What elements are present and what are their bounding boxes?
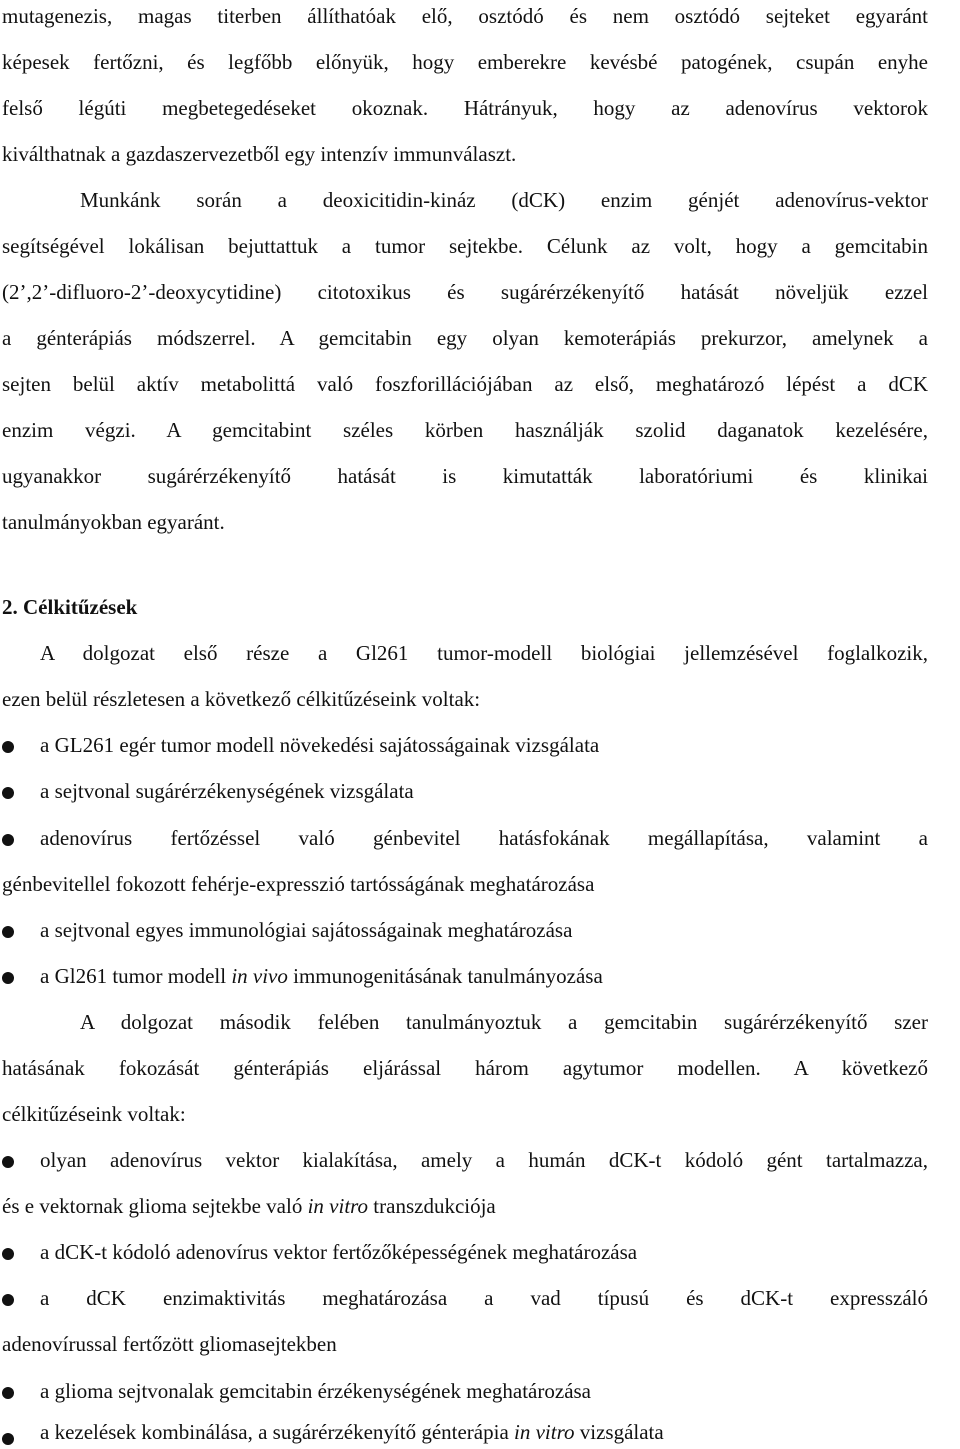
list-item: a glioma sejtvonalak gemcitabin érzékenységének meghatározása <box>40 1379 592 1403</box>
italic-term: in vitro <box>307 1194 369 1218</box>
text-line: tanulmányokban egyaránt. <box>2 510 225 534</box>
list-item: a dCK enzimaktivitás meghatározása a vad típusú és dCK-t expresszáló <box>40 1286 928 1310</box>
text-line: kiválthatnak a gazdaszervezetből egy intenzív immunválaszt. <box>2 142 517 166</box>
list-item-text: a kezelések kombinálása, a sugárérzékenyítő génterápia <box>40 1420 515 1444</box>
list-item <box>40 962 928 990</box>
list-item-text: vizsgálata <box>574 1420 664 1444</box>
bullet-icon <box>2 1433 14 1445</box>
text-line: (2’,2’-difluoro-2’-deoxycytidine) citotoxikus és sugárérzékenyítő hatását növeljük ezzel <box>2 280 928 304</box>
bullet-icon <box>2 1387 14 1399</box>
text-line: A dolgozat második felében tanulmányoztuk a gemcitabin sugárérzékenyítő szer <box>80 1010 928 1034</box>
text-line: A dolgozat első része a Gl261 tumor-modell biológiai jellemzésével foglalkozik, <box>40 641 928 665</box>
list-item: olyan adenovírus vektor kialakítása, amely a humán dCK-t kódoló gént tartalmazza, <box>40 1148 928 1172</box>
bullet-icon <box>2 1248 14 1260</box>
list-item-text: a Gl261 tumor modell <box>40 964 232 988</box>
section-heading: 2. Célkitűzések <box>2 595 138 619</box>
list-item <box>40 1418 928 1446</box>
bullet-icon <box>2 972 14 984</box>
list-item-continuation <box>2 1192 928 1220</box>
bullet-icon <box>2 741 14 753</box>
bullet-icon <box>2 787 14 799</box>
text-line: mutagenezis, magas titerben állíthatóak elő, osztódó és nem osztódó sejteket egyaránt <box>2 4 928 28</box>
bullet-icon <box>2 926 14 938</box>
bullet-icon <box>2 834 14 846</box>
list-item-text: transzdukciója <box>368 1194 496 1218</box>
list-item-continuation: génbevitellel fokozott fehérje-expresszió tartósságának meghatározása <box>2 872 595 896</box>
list-item: a dCK-t kódoló adenovírus vektor fertőzőképességének meghatározása <box>40 1240 638 1264</box>
text-line: felső légúti megbetegedéseket okoznak. Hátrányuk, hogy az adenovírus vektorok <box>2 96 928 120</box>
text-line: képesek fertőzni, és legfőbb előnyük, hogy emberekre kevésbé patogének, csupán enyhe <box>2 50 928 74</box>
text-line: Munkánk során a deoxicitidin-kináz (dCK) enzim génjét adenovírus-vektor <box>80 188 928 212</box>
list-item-text: és e vektornak glioma sejtekbe való <box>2 1194 308 1218</box>
text-line: ugyanakkor sugárérzékenyítő hatását is kimutatták laboratóriumi és klinikai <box>2 464 928 488</box>
text-line: segítségével lokálisan bejuttattuk a tumor sejtekbe. Célunk az volt, hogy a gemcitabin <box>2 234 928 258</box>
list-item: a sejtvonal egyes immunológiai sajátosságainak meghatározása <box>40 918 573 942</box>
list-item-text: immunogenitásának tanulmányozása <box>287 964 603 988</box>
text-line: a génterápiás módszerrel. A gemcitabin egy olyan kemoterápiás prekurzor, amelynek a <box>2 326 928 350</box>
italic-term: in vivo <box>231 964 288 988</box>
list-item-continuation: adenovírussal fertőzött gliomasejtekben <box>2 1332 337 1356</box>
bullet-icon <box>2 1294 14 1306</box>
list-item: adenovírus fertőzéssel való génbevitel hatásfokának megállapítása, valamint a <box>40 826 928 850</box>
italic-term: in vitro <box>514 1420 575 1444</box>
list-item: a sejtvonal sugárérzékenységének vizsgálata <box>40 779 414 803</box>
text-line: célkitűzéseink voltak: <box>2 1102 186 1126</box>
text-line: hatásának fokozását génterápiás eljárással három agytumor modellen. A következő <box>2 1056 928 1080</box>
text-line: enzim végzi. A gemcitabint széles körben használják szolid daganatok kezelésére, <box>2 418 928 442</box>
bullet-icon <box>2 1156 14 1168</box>
list-item: a GL261 egér tumor modell növekedési sajátosságainak vizsgálata <box>40 733 600 757</box>
text-line: sejten belül aktív metabolittá való foszforillációjában az első, meghatározó lépést a dCK <box>2 372 928 396</box>
text-line: ezen belül részletesen a következő célkitűzéseink voltak: <box>2 687 481 711</box>
